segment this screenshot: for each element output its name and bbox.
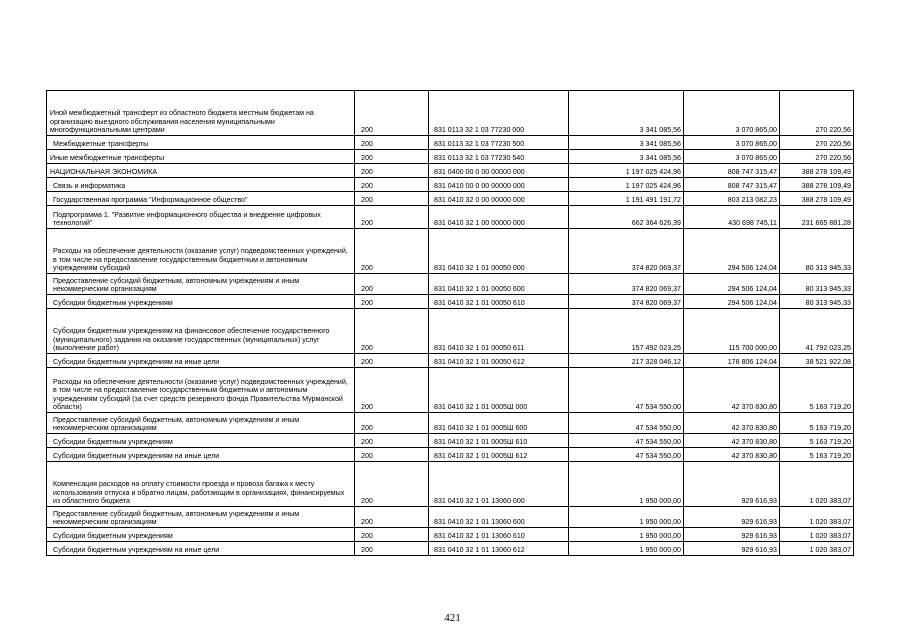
code-cell: 831 0410 32 1 01 0005Ш 600: [429, 413, 569, 434]
executed-amount-cell: 929 616,93: [684, 542, 780, 556]
table-row: [47, 206, 854, 229]
budget-table: [46, 90, 854, 556]
table-row: [47, 91, 854, 136]
table-row: [47, 542, 854, 556]
code-cell: 831 0410 32 1 01 13060 600: [429, 507, 569, 528]
unit-cell: 200: [355, 542, 429, 556]
remaining-amount-cell: 388 278 109,49: [780, 178, 854, 192]
executed-amount-cell: 3 070 865,00: [684, 91, 780, 136]
unit-cell: 200: [355, 229, 429, 274]
plan-amount-cell: 1 950 000,00: [569, 542, 684, 556]
plan-amount-cell: 157 492 023,25: [569, 309, 684, 354]
remaining-amount-cell: 80 313 945,33: [780, 274, 854, 295]
table-row: [47, 309, 854, 354]
unit-cell: 200: [355, 295, 429, 309]
executed-amount-cell: 294 506 124,04: [684, 295, 780, 309]
unit-cell: 200: [355, 91, 429, 136]
unit-cell: 200: [355, 136, 429, 150]
code-cell: 831 0410 32 1 01 13060 610: [429, 528, 569, 542]
executed-amount-cell: 929 616,93: [684, 507, 780, 528]
name-cell: Межбюджетные трансферты: [47, 136, 355, 150]
plan-amount-cell: 47 534 550,00: [569, 368, 684, 413]
code-cell: 831 0410 32 1 01 00050 000: [429, 229, 569, 274]
executed-amount-cell: 808 747 315,47: [684, 164, 780, 178]
remaining-amount-cell: 5 163 719,20: [780, 413, 854, 434]
name-cell: Расходы на обеспечение деятельности (оказание услуг) подведомственных учреждений, в том числе на предоставление государственным бюджетным и автономным учреждениям субсидий: [47, 229, 355, 274]
plan-amount-cell: 3 341 085,56: [569, 136, 684, 150]
code-cell: 831 0410 32 1 01 13060 000: [429, 462, 569, 507]
page-number: 421: [444, 612, 461, 624]
remaining-amount-cell: 231 665 881,28: [780, 206, 854, 229]
plan-amount-cell: 1 950 000,00: [569, 507, 684, 528]
unit-cell: 200: [355, 354, 429, 368]
plan-amount-cell: 1 191 491 191,72: [569, 192, 684, 206]
remaining-amount-cell: 1 020 383,07: [780, 542, 854, 556]
remaining-amount-cell: 1 020 383,07: [780, 528, 854, 542]
name-cell: Субсидии бюджетным учреждениям: [47, 528, 355, 542]
code-cell: 831 0410 32 1 01 00050 612: [429, 354, 569, 368]
name-cell: Расходы на обеспечение деятельности (оказание услуг) подведомственных учреждений, в том числе на предоставление государственным бюджетным и автономным учреждениям субсидий (за счет средств резервного фонда Правительства Мурманской области): [47, 368, 355, 413]
executed-amount-cell: 803 213 082,23: [684, 192, 780, 206]
code-cell: 831 0410 32 1 01 13060 612: [429, 542, 569, 556]
name-cell: Предоставление субсидий бюджетным, автономным учреждениям и иным некоммерческим организациям: [47, 507, 355, 528]
unit-cell: 200: [355, 150, 429, 164]
plan-amount-cell: 217 328 046,12: [569, 354, 684, 368]
code-cell: 831 0410 32 1 01 00050 600: [429, 274, 569, 295]
name-cell: Субсидии бюджетным учреждениям: [47, 295, 355, 309]
remaining-amount-cell: 5 163 719,20: [780, 368, 854, 413]
name-cell: Субсидии бюджетным учреждениям: [47, 434, 355, 448]
executed-amount-cell: 294 506 124,04: [684, 229, 780, 274]
name-cell: Субсидии бюджетным учреждениям на иные цели: [47, 354, 355, 368]
plan-amount-cell: 3 341 085,56: [569, 150, 684, 164]
plan-amount-cell: 3 341 085,56: [569, 91, 684, 136]
unit-cell: 200: [355, 192, 429, 206]
code-cell: 831 0410 32 1 01 0005Ш 612: [429, 448, 569, 462]
executed-amount-cell: 3 070 865,00: [684, 150, 780, 164]
remaining-amount-cell: 80 313 945,33: [780, 229, 854, 274]
code-cell: 831 0410 32 1 01 00050 610: [429, 295, 569, 309]
remaining-amount-cell: 1 020 383,07: [780, 507, 854, 528]
executed-amount-cell: 3 070 865,00: [684, 136, 780, 150]
name-cell: Компенсация расходов на оплату стоимости проезда и провоза багажа к месту использования отпуска и обратно лицам, работающим в организациях, финансируемых из областного бюджета: [47, 462, 355, 507]
table-row: [47, 507, 854, 528]
unit-cell: 200: [355, 413, 429, 434]
table-row: [47, 528, 854, 542]
name-cell: Подпрограмма 1. "Развитие информационного общества и внедрение цифровых технологий": [47, 206, 355, 229]
table-row: [47, 274, 854, 295]
name-cell: Субсидии бюджетным учреждениям на иные цели: [47, 448, 355, 462]
remaining-amount-cell: 80 313 945,33: [780, 295, 854, 309]
plan-amount-cell: 662 364 626,39: [569, 206, 684, 229]
executed-amount-cell: 178 806 124,04: [684, 354, 780, 368]
plan-amount-cell: 47 534 550,00: [569, 434, 684, 448]
table-row: [47, 354, 854, 368]
plan-amount-cell: 1 950 000,00: [569, 462, 684, 507]
unit-cell: 200: [355, 178, 429, 192]
name-cell: Субсидии бюджетным учреждениям на иные цели: [47, 542, 355, 556]
plan-amount-cell: 1 197 025 424,96: [569, 164, 684, 178]
table-row: [47, 448, 854, 462]
table-row: [47, 434, 854, 448]
table-row: [47, 164, 854, 178]
table-row: [47, 413, 854, 434]
table-row: [47, 368, 854, 413]
table-row: [47, 229, 854, 274]
table-row: [47, 295, 854, 309]
unit-cell: 200: [355, 206, 429, 229]
code-cell: 831 0410 32 1 01 00050 611: [429, 309, 569, 354]
executed-amount-cell: 42 370 830,80: [684, 413, 780, 434]
plan-amount-cell: 374 820 069,37: [569, 274, 684, 295]
remaining-amount-cell: 41 792 023,25: [780, 309, 854, 354]
plan-amount-cell: 374 820 069,37: [569, 229, 684, 274]
unit-cell: 200: [355, 507, 429, 528]
unit-cell: 200: [355, 274, 429, 295]
unit-cell: 200: [355, 164, 429, 178]
code-cell: 831 0113 32 1 03 77230 540: [429, 150, 569, 164]
remaining-amount-cell: 270 220,56: [780, 136, 854, 150]
plan-amount-cell: 1 197 025 424,96: [569, 178, 684, 192]
executed-amount-cell: 294 506 124,04: [684, 274, 780, 295]
budget-table-container: [46, 90, 853, 556]
executed-amount-cell: 115 700 000,00: [684, 309, 780, 354]
name-cell: Иные межбюджетные трансферты: [47, 150, 355, 164]
code-cell: 831 0410 32 1 01 0005Ш 610: [429, 434, 569, 448]
table-row: [47, 150, 854, 164]
executed-amount-cell: 808 747 315,47: [684, 178, 780, 192]
table-row: [47, 462, 854, 507]
code-cell: 831 0113 32 1 03 77230 500: [429, 136, 569, 150]
unit-cell: 200: [355, 462, 429, 507]
unit-cell: 200: [355, 309, 429, 354]
plan-amount-cell: 374 820 069,37: [569, 295, 684, 309]
plan-amount-cell: 47 534 550,00: [569, 413, 684, 434]
table-row: [47, 136, 854, 150]
remaining-amount-cell: 270 220,56: [780, 150, 854, 164]
code-cell: 831 0410 32 0 00 00000 000: [429, 192, 569, 206]
name-cell: Субсидии бюджетным учреждениям на финансовое обеспечение государственного (муниципального) задания на оказание государственных (муниципальных) услуг (выполнение работ): [47, 309, 355, 354]
plan-amount-cell: 47 534 550,00: [569, 448, 684, 462]
remaining-amount-cell: 388 278 109,49: [780, 192, 854, 206]
unit-cell: 200: [355, 368, 429, 413]
unit-cell: 200: [355, 448, 429, 462]
code-cell: 831 0400 00 0 00 00000 000: [429, 164, 569, 178]
table-row: [47, 192, 854, 206]
executed-amount-cell: 42 370 830,80: [684, 434, 780, 448]
executed-amount-cell: 929 616,93: [684, 528, 780, 542]
executed-amount-cell: 929 616,93: [684, 462, 780, 507]
name-cell: Связь и информатика: [47, 178, 355, 192]
name-cell: Предоставление субсидий бюджетным, автономным учреждениям и иным некоммерческим организациям: [47, 413, 355, 434]
remaining-amount-cell: 388 278 109,49: [780, 164, 854, 178]
name-cell: Предоставление субсидий бюджетным, автономным учреждениям и иным некоммерческим организациям: [47, 274, 355, 295]
table-row: [47, 178, 854, 192]
plan-amount-cell: 1 950 000,00: [569, 528, 684, 542]
code-cell: 831 0410 32 1 00 00000 000: [429, 206, 569, 229]
code-cell: 831 0410 32 1 01 0005Ш 000: [429, 368, 569, 413]
code-cell: 831 0113 32 1 03 77230 000: [429, 91, 569, 136]
name-cell: Государственная программа "Информационное общество": [47, 192, 355, 206]
budget-table-body: [47, 91, 854, 556]
remaining-amount-cell: 5 163 719,20: [780, 434, 854, 448]
unit-cell: 200: [355, 434, 429, 448]
remaining-amount-cell: 38 521 922,08: [780, 354, 854, 368]
code-cell: 831 0410 00 0 00 00000 000: [429, 178, 569, 192]
name-cell: НАЦИОНАЛЬНАЯ ЭКОНОМИКА: [47, 164, 355, 178]
unit-cell: 200: [355, 528, 429, 542]
remaining-amount-cell: 5 163 719,20: [780, 448, 854, 462]
executed-amount-cell: 430 698 745,11: [684, 206, 780, 229]
name-cell: Иной межбюджетный трансферт из областного бюджета местным бюджетам на организацию выездного обслуживания населения муниципальными многофункциональными центрами: [47, 91, 355, 136]
executed-amount-cell: 42 370 830,80: [684, 368, 780, 413]
remaining-amount-cell: 1 020 383,07: [780, 462, 854, 507]
executed-amount-cell: 42 370 830,80: [684, 448, 780, 462]
remaining-amount-cell: 270 220,56: [780, 91, 854, 136]
